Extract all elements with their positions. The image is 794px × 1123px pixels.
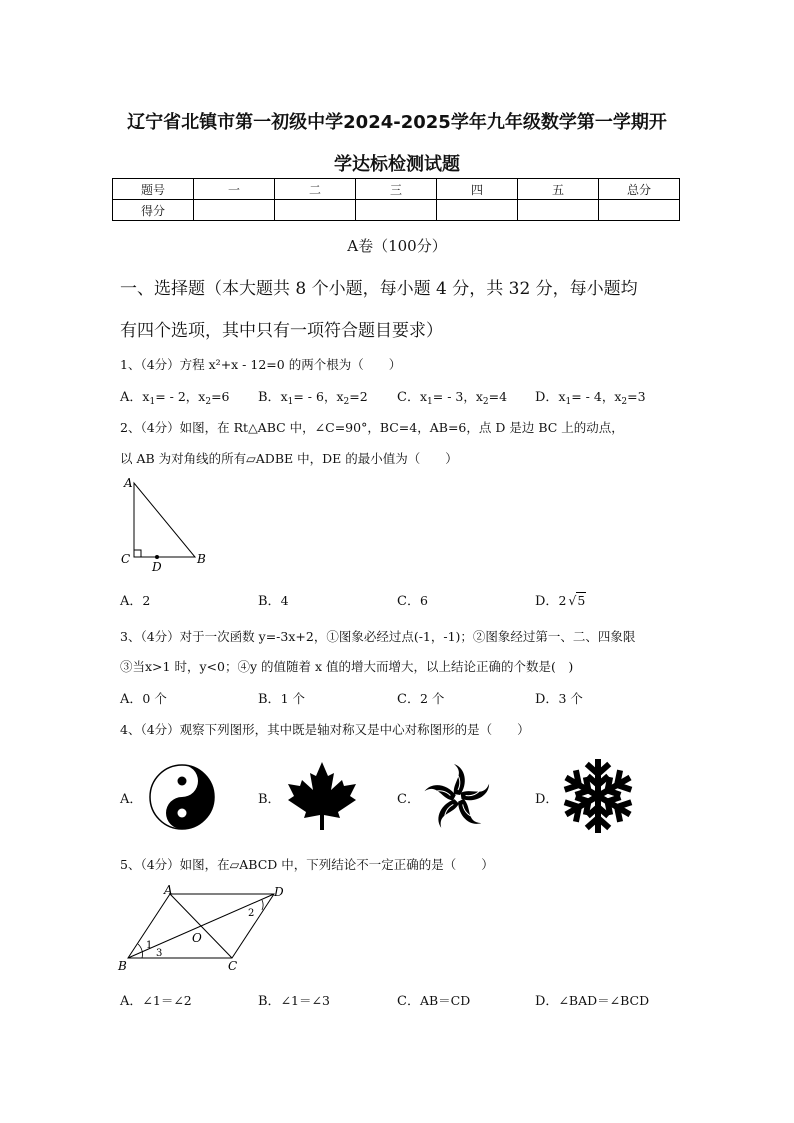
q2-option-a[interactable] [120, 590, 150, 609]
score-entry-cell [437, 200, 518, 221]
score-entry-cell [194, 200, 275, 221]
score-cell: 得分 [113, 200, 194, 221]
q1-option-c[interactable] [397, 386, 507, 407]
vertex-label-c: C [228, 959, 238, 973]
vertex-label-a: A [164, 883, 173, 897]
score-cell: 二 [275, 179, 356, 200]
q5-parallelogram-figure [112, 882, 292, 974]
score-entry-cell [356, 200, 437, 221]
subscript: 2 [621, 397, 628, 407]
score-cell: 四 [437, 179, 518, 200]
triangle-abc [134, 483, 195, 557]
q2-option-b[interactable] [258, 590, 289, 609]
option-text: x [142, 389, 150, 404]
option-text: 1 个 [280, 691, 305, 706]
q3-option-d[interactable] [535, 688, 583, 707]
subscript: 2 [343, 397, 350, 407]
page-title: 辽宁省北镇市第一初级中学2024-2025学年九年级数学第一学期开 [127, 112, 667, 133]
score-table-header-row [113, 179, 680, 200]
option-text: 2 个 [419, 691, 445, 706]
part-a-heading: A卷（100分） [347, 237, 447, 255]
q2-option-c[interactable] [397, 590, 428, 609]
option-label: A． [120, 594, 143, 609]
option-text: x [558, 389, 566, 404]
option-label: C． [397, 994, 420, 1009]
q3-option-c[interactable] [397, 688, 444, 707]
question-3-stem-line1: 3、（4分）对于一次函数 y=-3x+2，①图象必经过点(-1，-1)；②图象经过第一、二、四象限 [120, 629, 636, 644]
q5-option-c[interactable] [397, 990, 470, 1009]
question-2-stem-line2: 以 AB 为对角线的所有▱ADBE 中，DE 的最小值为（ ） [120, 451, 458, 466]
vertex-label-c: C [121, 552, 131, 566]
vertex-label-d: D [152, 560, 162, 574]
option-label: C． [397, 390, 420, 405]
option-label: C． [397, 792, 420, 807]
option-text: 6 [419, 593, 428, 608]
option-text: AB＝CD [419, 993, 471, 1008]
option-label: A． [120, 692, 143, 707]
snowflake-icon [560, 758, 636, 834]
angle-label-3: 3 [156, 948, 163, 959]
subscript: 1 [149, 397, 156, 407]
option-text: =4 [488, 389, 508, 404]
radicand: 5 [577, 593, 586, 608]
angle-1-arc [138, 944, 143, 958]
q1-option-a[interactable] [120, 386, 230, 407]
subscript: 2 [205, 397, 212, 407]
yin-yang-icon [147, 762, 217, 832]
option-text: 3 个 [558, 691, 583, 706]
question-5-stem: 5、（4分）如图，在▱ABCD 中，下列结论不一定正确的是（ ） [120, 857, 494, 872]
score-cell: 总分 [599, 179, 680, 200]
sqrt-symbol: √ [568, 593, 577, 608]
option-label: C． [397, 692, 420, 707]
subscript: 1 [565, 397, 572, 407]
section-heading-line1: 一、选择题（本大题共 8 个小题，每小题 4 分，共 32 分，每小题均 [120, 279, 638, 299]
option-text: ∠1＝∠2 [142, 993, 192, 1008]
score-cell: 五 [518, 179, 599, 200]
subscript: 2 [482, 397, 489, 407]
option-label: C． [397, 594, 420, 609]
q4-option-b[interactable] [258, 788, 281, 807]
option-text: 2 [142, 593, 151, 608]
question-3-stem-line2: ③当x>1 时，y<0；④y 的值随着 x 值的增大而增大，以上结论正确的个数是( ) [120, 659, 574, 674]
q5-option-b[interactable] [258, 990, 330, 1009]
option-text: =3 [627, 389, 646, 404]
angle-label-1: 1 [146, 940, 153, 951]
option-text: x [280, 389, 288, 404]
option-text: =2 [349, 389, 368, 404]
score-cell: 三 [356, 179, 437, 200]
vertex-label-b: B [118, 959, 127, 973]
subscript: 1 [287, 397, 294, 407]
option-text: ∠BAD＝∠BCD [558, 993, 650, 1008]
option-label: D． [535, 594, 559, 609]
option-text: 0 个 [142, 691, 167, 706]
option-label: A． [120, 390, 143, 405]
question-1-stem: 1、（4分）方程 x²+x - 12=0 的两个根为（ ） [120, 357, 402, 372]
question-2-stem-line1: 2、（4分）如图，在 Rt△ABC 中，∠C=90°，BC=4，AB=6，点 D 是边 BC 上的动点， [120, 420, 624, 435]
score-entry-cell [518, 200, 599, 221]
q2-triangle-figure [115, 474, 215, 574]
q4-option-c[interactable] [397, 788, 420, 807]
center-label-o: O [192, 931, 202, 945]
option-label: B． [258, 792, 281, 807]
option-text: = - 2，x [155, 389, 206, 404]
option-label: D． [535, 792, 559, 807]
option-label: D． [535, 994, 559, 1009]
option-text: ∠1＝∠3 [280, 993, 330, 1008]
vertex-label-a: A [124, 476, 133, 490]
option-label: B． [258, 994, 281, 1009]
option-text: =6 [211, 389, 230, 404]
bauhinia-flower-icon [420, 760, 496, 836]
option-label: A． [120, 994, 143, 1009]
page-subtitle: 学达标检测试题 [334, 154, 460, 175]
question-4-stem: 4、（4分）观察下列图形，其中既是轴对称又是中心对称图形的是（ ） [120, 722, 530, 737]
score-cell: 题号 [113, 179, 194, 200]
q4-option-d[interactable] [535, 788, 558, 807]
option-label: D． [535, 692, 559, 707]
q1-option-b[interactable] [258, 386, 368, 407]
option-text: = - 3，x [432, 389, 483, 404]
point-d [155, 555, 159, 559]
option-label: A． [120, 792, 143, 807]
subscript: 1 [427, 397, 433, 407]
option-text: 2 [558, 593, 567, 608]
q3-option-a[interactable] [120, 688, 167, 707]
option-label: B． [258, 390, 281, 405]
option-label: B． [258, 594, 281, 609]
section-heading-line2: 有四个选项，其中只有一项符合题目要求） [120, 321, 443, 341]
score-table [112, 178, 680, 221]
option-label: D． [535, 390, 559, 405]
option-text: = - 4，x [571, 389, 622, 404]
maple-leaf-icon [284, 760, 360, 832]
q5-option-d[interactable] [535, 990, 649, 1009]
q1-option-d[interactable] [535, 386, 646, 407]
q2-option-d[interactable] [535, 590, 586, 609]
score-table-score-row [113, 200, 680, 221]
option-text: 4 [280, 593, 289, 608]
vertex-label-d: D [274, 885, 284, 899]
vertex-label-b: B [197, 552, 206, 566]
option-text: = - 6，x [293, 389, 344, 404]
score-entry-cell [599, 200, 680, 221]
q5-option-a[interactable] [120, 990, 192, 1009]
angle-label-2: 2 [248, 908, 255, 919]
q3-option-b[interactable] [258, 688, 305, 707]
angle-2-arc [262, 900, 263, 910]
score-entry-cell [275, 200, 356, 221]
score-cell: 一 [194, 179, 275, 200]
option-label: B． [258, 692, 281, 707]
q4-option-a[interactable] [120, 788, 142, 807]
option-text: x [419, 389, 428, 404]
right-angle-mark [134, 550, 141, 557]
